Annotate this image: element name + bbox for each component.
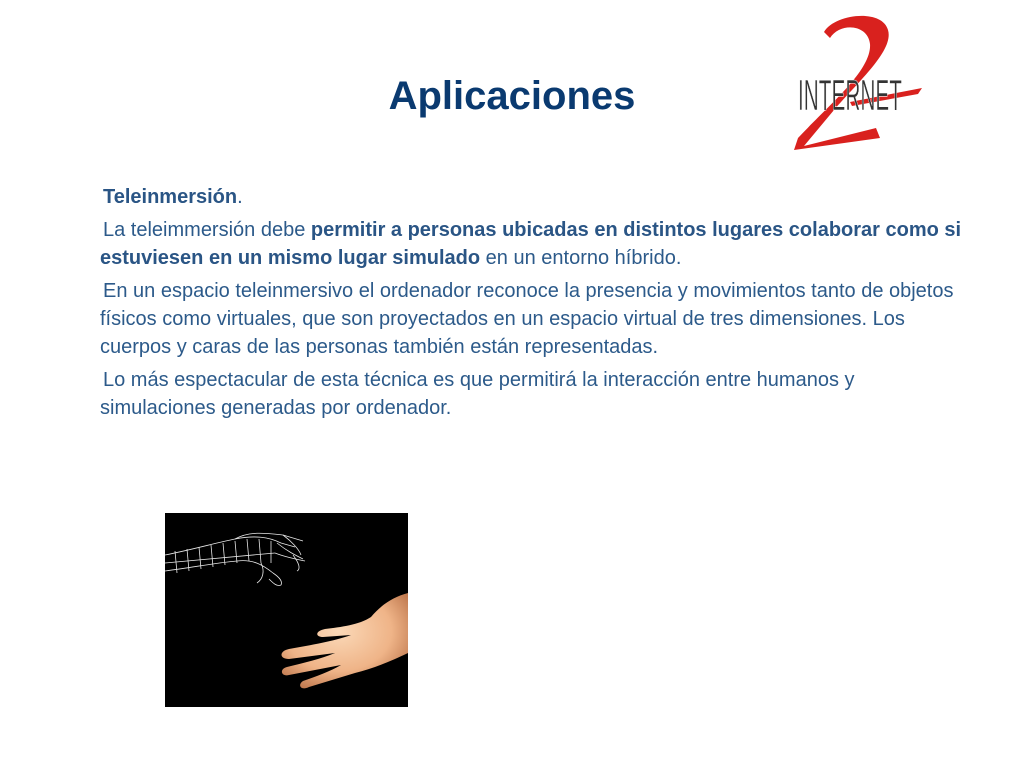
heading-suffix: . [237,186,243,208]
slide-title: Aplicaciones [388,74,636,118]
logo-wordmark: INTERNET [798,71,902,120]
paragraph-2: En un espacio teleinmersivo el ordenador reconoce la presencia y movimientos tanto de objetos físicos como virtuales, que son proyectados en un espacio virtual de tres dimensiones. Los cuerpos y caras de las personas también están representadas. [100,280,954,358]
paragraph-3: Lo más espectacular de esta técnica es que permitirá la interacción entre humanos y simulaciones generadas por ordenador. [100,369,855,419]
heading-bold: Teleinmersión [103,186,238,208]
paragraph-1 [100,216,970,272]
p1-bold: permitir a personas ubicadas en distintos lugares colaborar como si estuviesen en un mismo lugar simulado [100,219,962,269]
p1-before: La teleimmersión debe [103,219,311,241]
body-text [100,183,970,427]
internet2-logo-graphic [790,10,930,152]
hands-illustration [165,513,408,707]
internet2-logo [790,10,930,152]
p1-after: en un entorno híbrido. [480,247,682,269]
heading-paragraph [100,183,970,211]
wireframe-hand-and-real-hand-image [165,513,408,707]
